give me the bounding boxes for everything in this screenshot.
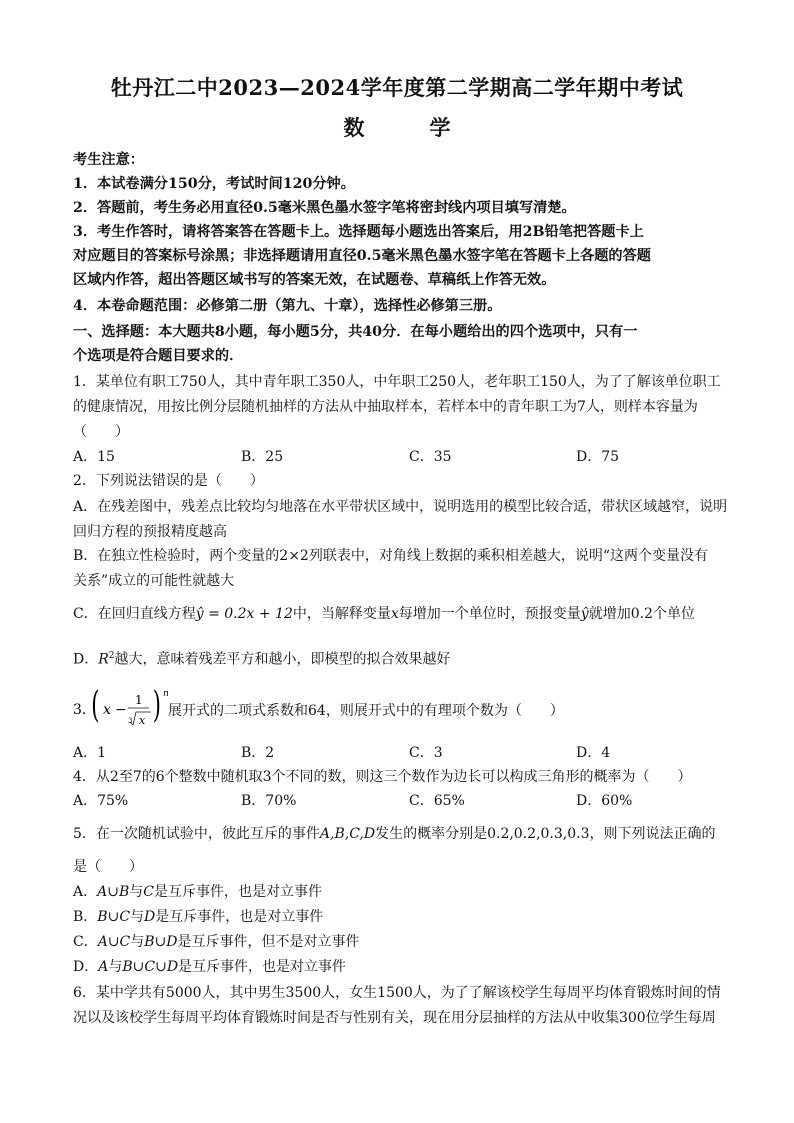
svg-text:n: n xyxy=(163,689,169,699)
q3-text: 展开式的二项式系数和64，则展开式中的有理项个数为（ ） xyxy=(168,703,564,719)
q4-option-a: A．75% xyxy=(73,793,129,809)
svg-text:x: x xyxy=(139,714,146,727)
q1-option-a: A．15 xyxy=(73,449,115,465)
svg-text:(: ( xyxy=(91,688,100,726)
notice-line: 4．本卷命题范围：必修第二册（第九、十章），选择性必修第三册。 xyxy=(73,298,502,314)
svg-text:x: x xyxy=(103,702,111,718)
q2-stem: 2．下列说法错误的是（ ） xyxy=(73,473,264,489)
notice-line: 1．本试卷满分150分，考试时间120分钟。 xyxy=(73,176,355,192)
binomial-expression xyxy=(73,688,173,734)
q2-option-b: B．在独立性检验时，两个变量的2×2列联表中，对角线上数据的乘积相差越大，说明“这两个变量没有 xyxy=(73,548,708,564)
svg-text:−: − xyxy=(115,702,127,718)
q1-stem: （ ） xyxy=(73,424,129,440)
regression-equation: ŷ = 0.2x + 12 xyxy=(195,606,293,622)
notice-line: 3．考生作答时，请将答案答在答题卡上。选择题每小题选出答案后，用2B铅笔把答题卡上 xyxy=(73,224,644,240)
q4-option-d: D．60% xyxy=(576,793,633,809)
q4-stem: 4．从2至7的6个整数中随机取3个不同的数，则这三个数作为边长可以构成三角形的概率为（ ） xyxy=(73,769,692,785)
q2-option-a: A．在残差图中，残差点比较均匀地落在水平带状区域中，说明选用的模型比较合适，带状区域越窄，说明 xyxy=(73,499,728,515)
svg-text:): ) xyxy=(152,688,161,726)
q5-option-a: A．A∪B与C是互斥事件，也是对立事件 xyxy=(73,884,322,900)
q3-option-b: B．2 xyxy=(241,745,275,761)
notice-line: 2．答题前，考生务必用直径0.5毫米黑色墨水签字笔将密封线内项目填写清楚。 xyxy=(73,200,576,216)
q6-stem: 6．某中学共有5000人，其中男生3500人，女生1500人，为了了解该校学生每周平均体育锻炼时间的情 xyxy=(73,985,721,1001)
notice-header: 考生注意： xyxy=(73,152,144,168)
section-heading-cont: 个选项是符合题目要求的． xyxy=(73,348,244,364)
q1-option-b: B．25 xyxy=(241,449,284,465)
q5-stem: 5．在一次随机试验中，彼此互斥的事件A,B,C,D发生的概率分别是0.2,0.2,0.3,0.3，则下列说法正确的 xyxy=(73,826,716,842)
q3-option-c: C．3 xyxy=(409,745,443,761)
q2-option-c: C．在回归直线方程ŷ = 0.2x + 12中，当解释变量x每增加一个单位时，预报变量ŷ就增加0.2个单位 xyxy=(73,606,695,622)
notice-line: 区域内作答，超出答题区域书写的答案无效，在试题卷、草稿纸上作答无效。 xyxy=(73,272,556,288)
q1-option-d: D．75 xyxy=(576,449,620,465)
svg-text:1: 1 xyxy=(135,693,143,707)
subject-title: 数 学 xyxy=(343,115,473,140)
section-heading: 一、选择题：本大题共8小题，每小题5分，共40分．在每小题给出的四个选项中，只有一 xyxy=(73,324,638,340)
q5-option-d: D．A与B∪C∪D是互斥事件，也是对立事件 xyxy=(73,959,347,975)
q2-option-d: D．$R^2$越大，意味着残差平方和越小，即模型的拟合效果越好 xyxy=(73,651,451,668)
q2-option-a-cont: 回归方程的预报精度越高 xyxy=(73,524,227,540)
q2-option-b-cont: 关系”成立的可能性就越大 xyxy=(73,573,235,589)
q4-option-b: B．70% xyxy=(241,793,297,809)
q1-stem: 的健康情况，用按比例分层随机抽样的方法从中抽取样本，若样本中的青年职工为7人，则样本容量为 xyxy=(73,399,698,415)
notice-line: 对应题目的答案标号涂黑；非选择题请用直径0.5毫米黑色墨水签字笔在答题卡上各题的答题 xyxy=(73,248,651,264)
q3-option-d: D．4 xyxy=(576,745,611,761)
q1-option-c: C．35 xyxy=(409,449,452,465)
q5-option-c: C．A∪C与B∪D是互斥事件，但不是对立事件 xyxy=(73,934,360,950)
q4-option-c: C．65% xyxy=(409,793,465,809)
q1-stem: 1．某单位有职工750人，其中青年职工350人，中年职工250人，老年职工150人，为了了解该单位职工 xyxy=(73,374,721,390)
q5-option-b: B．B∪C与D是互斥事件，也是对立事件 xyxy=(73,909,324,925)
exam-title: 牡丹江二中2023—2024学年度第二学期高二学年期中考试 xyxy=(110,75,684,100)
q6-stem: 况以及该校学生每周平均体育锻炼时间是否与性别有关，现在用分层抽样的方法从中收集300位学生每周 xyxy=(73,1010,716,1026)
svg-text:3．: 3． xyxy=(73,702,96,718)
q3-option-a: A．1 xyxy=(73,745,107,761)
q5-stem-cont: 是（ ） xyxy=(73,859,143,875)
svg-text:3: 3 xyxy=(128,717,133,725)
